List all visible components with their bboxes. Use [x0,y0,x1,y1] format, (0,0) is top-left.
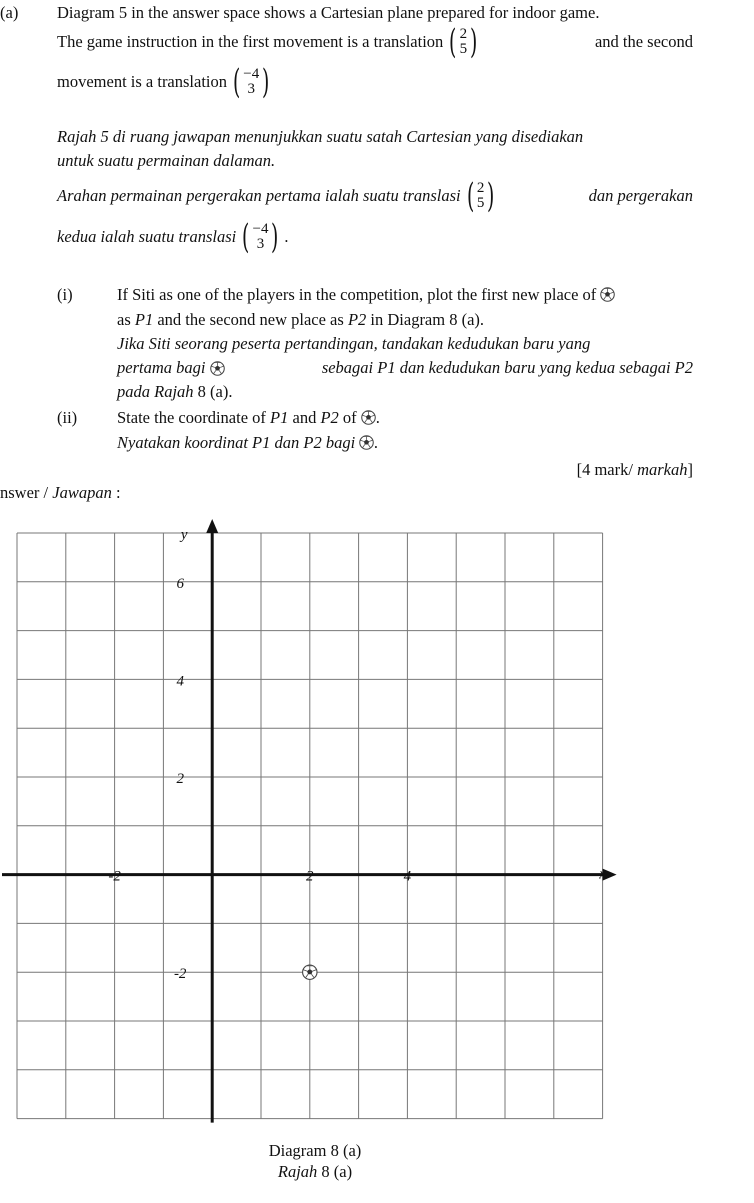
question-label: (a) [0,3,19,22]
question-ms-line3: Arahan permainan pergerakan pertama ialah suatu translasi ( 2 5 ) dan pergerakan [57,176,693,216]
soccer-ball-icon [303,965,317,979]
x-tick-label: 4 [403,868,412,885]
question-ms-line4: kedua ialah suatu translasi ( −4 3 ) . [57,217,289,257]
soccer-ball-icon [600,287,615,302]
y-tick-label: -2 [173,966,187,983]
marks-label: [4 mark/ markah] [576,460,693,479]
y-tick-label: 6 [176,575,184,592]
y-axis-label: y [180,527,188,543]
x-tick-label: -2 [108,868,121,885]
translation-vector-1: ( 2 5 ) [449,22,478,62]
question-en-line1: Diagram 5 in the answer space shows a Cartesian plane prepared for indoor game. [57,3,600,22]
question-ms-line1: Rajah 5 di ruang jawapan menunjukkan suatu satah Cartesian yang disediakan [57,127,584,146]
question-en-line2 [57,22,693,62]
part-ii-label: (ii) [57,408,78,427]
part-i-ms-line3: pada Rajah 8 (a). [117,382,233,401]
question-en-line3: movement is a translation ( −4 3 ) [57,62,276,102]
translation-vector-2-ms: ( −4 3 ) [242,217,279,257]
part-ii-en: State the coordinate of P1 and P2 of . [117,408,380,427]
soccer-ball-icon [359,435,374,450]
x-tick-label: 2 [306,868,314,885]
translation-vector-2: ( −4 3 ) [233,62,270,102]
part-i-en-line2: as P1 and the second new place as P2 in Diagram 8 (a). [117,310,485,329]
part-i-ms-line2: pertama bagi sebagai P1 dan kedudukan baru yang kedua sebagai P2 [117,358,693,377]
answer-label: nswer / Jawapan : [0,483,121,502]
y-axis-arrow [206,519,218,533]
soccer-ball-icon [361,410,376,425]
caption-ms: Rajah 8 (a) [277,1162,353,1181]
soccer-ball-icon [210,361,225,376]
part-ii-ms: Nyatakan koordinat P1 dan P2 bagi . [117,433,379,452]
y-tick-label: 2 [176,771,184,787]
translation-vector-1-ms: ( 2 5 ) [466,176,495,216]
question-text: The game instruction in the first movement is a translation [57,32,444,51]
x-axis-label: x [599,866,606,883]
part-i-label: (i) [57,285,73,304]
question-text: and the second [594,32,693,51]
part-i-ms-line1: Jika Siti seorang peserta pertandingan, tandakan kedudukan baru yang [117,334,591,353]
question-ms-line2: untuk suatu permainan dalaman. [57,151,276,170]
caption-en: Diagram 8 (a) [268,1141,362,1160]
part-i-en-line1: If Siti as one of the players in the competition, plot the first new place of [117,285,615,305]
y-tick-label: 4 [176,673,184,690]
cartesian-plane [0,515,630,1130]
